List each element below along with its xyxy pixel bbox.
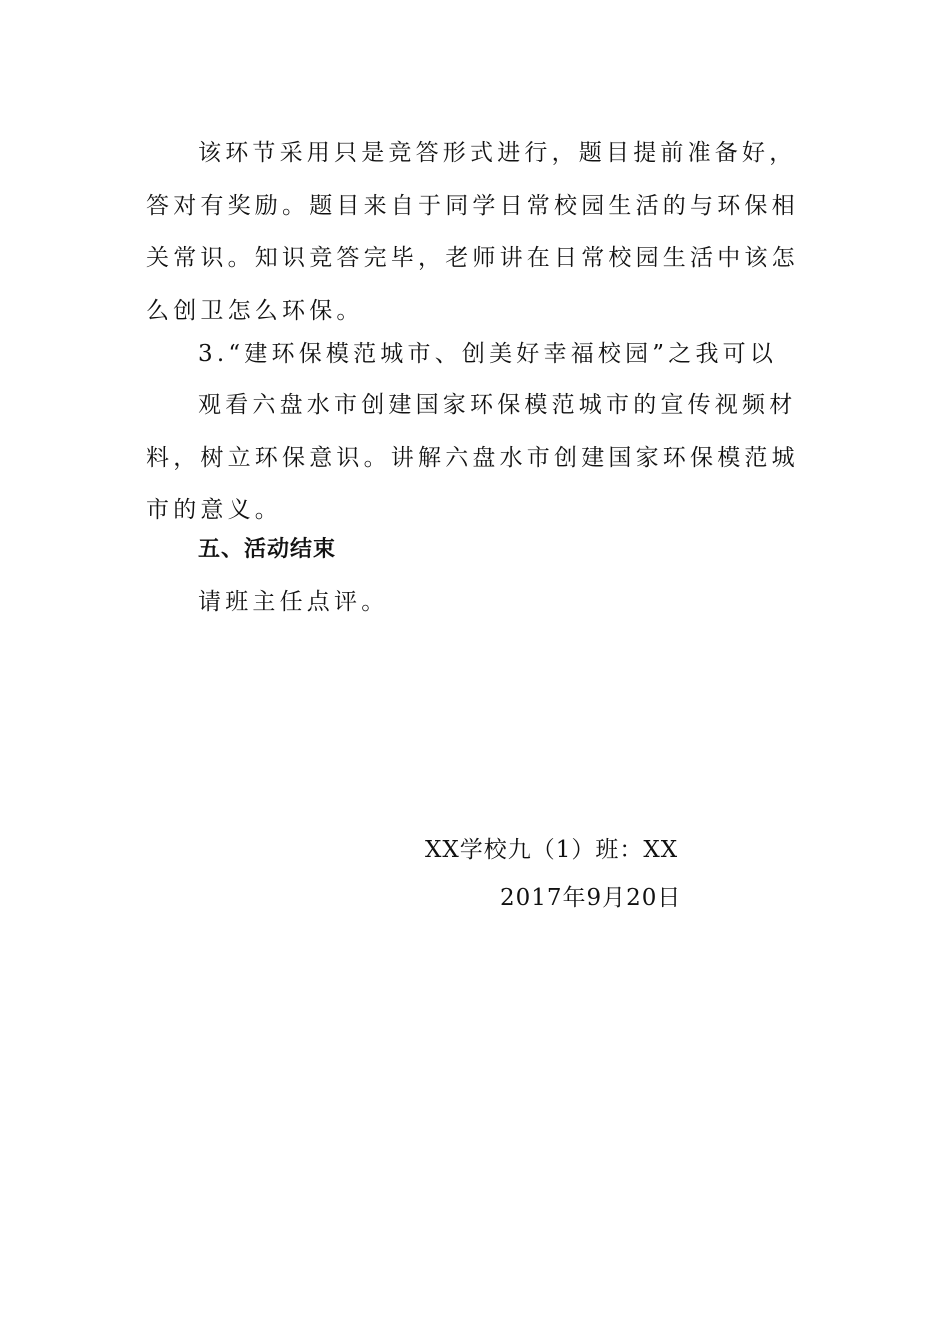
paragraph-item-3-title: 3.“建环保模范城市、创美好幸福校园”之我可以 — [198, 341, 778, 367]
date-line: 2017年9月20日 — [500, 885, 682, 911]
paragraph-video-description: 观看六盘水市创建国家环保模范城市的宣传视频材料，树立环保意识。讲解六盘水市创建国家环保模范城市的意义。 — [146, 392, 799, 523]
paragraph-quiz-description: 该环节采用只是竞答形式进行，题目提前准备好，答对有奖励。题目来自于同学日常校园生活的与环保相关常识。知识竞答完毕，老师讲在日常校园生活中该怎么创卫怎么环保。 — [146, 140, 799, 324]
section-heading-activity-end: 五、活动结束 — [198, 537, 337, 562]
closing-text: 请班主任点评。 — [198, 589, 389, 615]
signature-line: XX学校九（1）班：XX — [425, 837, 679, 863]
